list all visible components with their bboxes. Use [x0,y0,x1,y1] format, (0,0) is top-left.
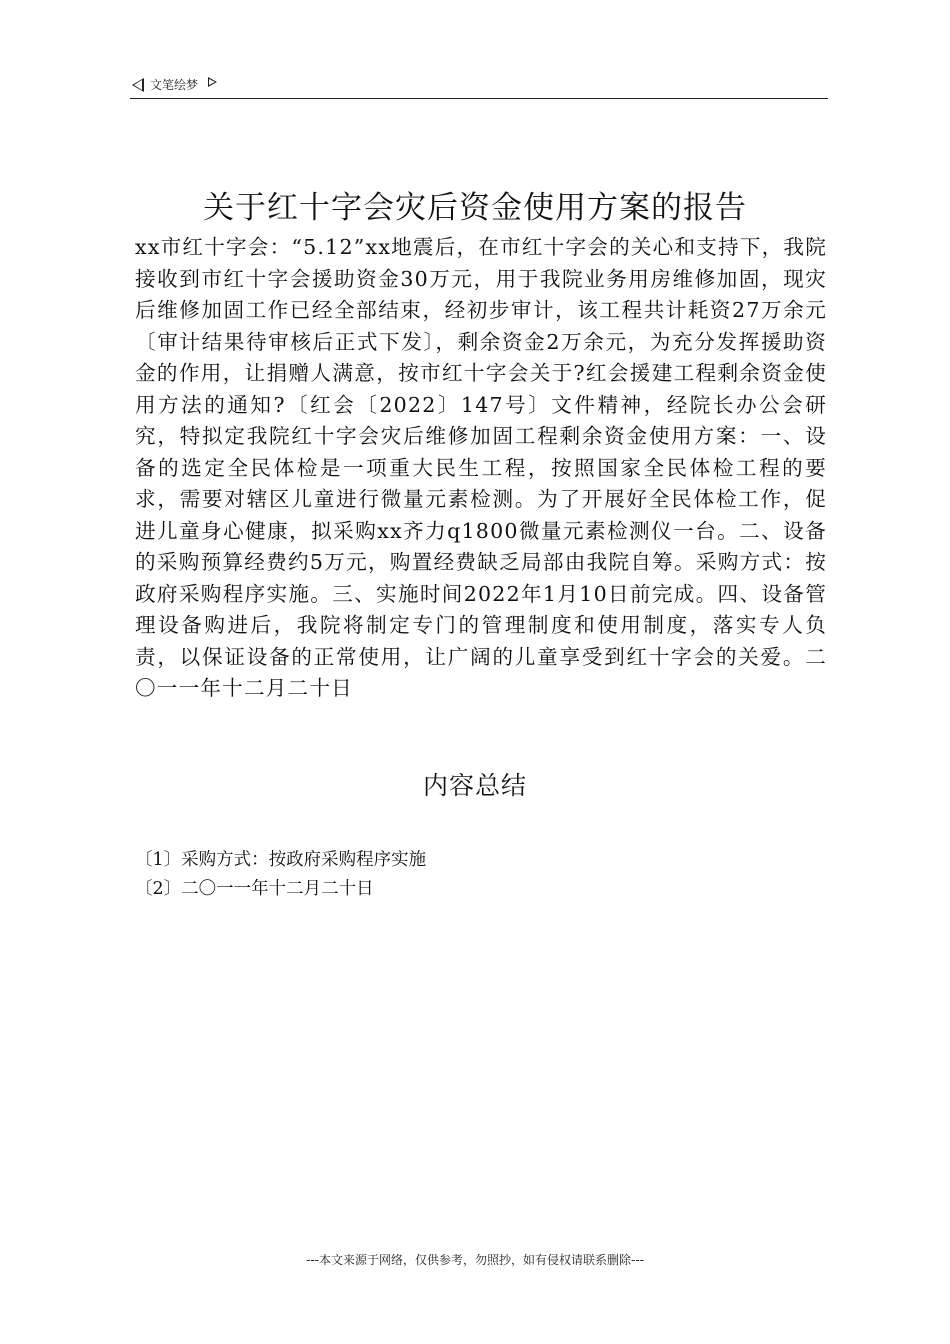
summary-item: 〔2〕二〇一一年十二月二十日 [135,879,374,899]
triangle-right-icon [208,77,217,87]
document-title: 关于红十字会灾后资金使用方案的报告 [203,190,747,226]
document-body: xx市红十字会：“5.12”xx地震后，在市红十字会的关心和支持下，我院接收到市红十字会援助资金30万元，用于我院业务用房维修加固，现灾后维修加固工作已经全部结束，经初步审计，该工程共计耗资27万余元〔审计结果待审核后正式下发〕，剩余资金2万余元，为充分发挥援助资金的作用，让捐赠人满意，按市红十字会关于?红会援建工程剩余资金使用方法的通知?〔红会〔2022〕147号〕文件精神，经院长办公会研究，特拟定我院红十字会灾后维修加固工程剩余资金使用方案：一、设备的选定全民体检是一项重大民生工程，按照国家全民体检工程的要求，需要对辖区儿童进行微量元素检测。为了开展好全民体检工作，促进儿童身心健康，拟采购xx齐力q1800微量元素检测仪一台。二、设备的采购预算经费约5万元，购置经费缺乏局部由我院自筹。采购方式：按政府采购程序实施。三、实施时间2022年1月10日前完成。四、设备管理设备购进后，我院将制定专门的管理制度和使用制度，落实专人负责，以保证设备的正常使用，让广阔的儿童享受到红十字会的关爱。二〇一一年十二月二十日 [135,235,828,700]
summary-item: 〔1〕采购方式：按政府采购程序实施 [135,850,427,870]
header-brand-text: 文笔绘梦 [150,78,199,92]
summary-heading: 内容总结 [422,771,527,800]
page-header [130,72,828,99]
summary-list [135,846,426,904]
triangle-left-icon [132,78,144,92]
header-brand-group [132,76,217,93]
page-footer: ---本文来源于网络，仅供参考，勿照抄，如有侵权请联系删除--- [306,1253,644,1267]
